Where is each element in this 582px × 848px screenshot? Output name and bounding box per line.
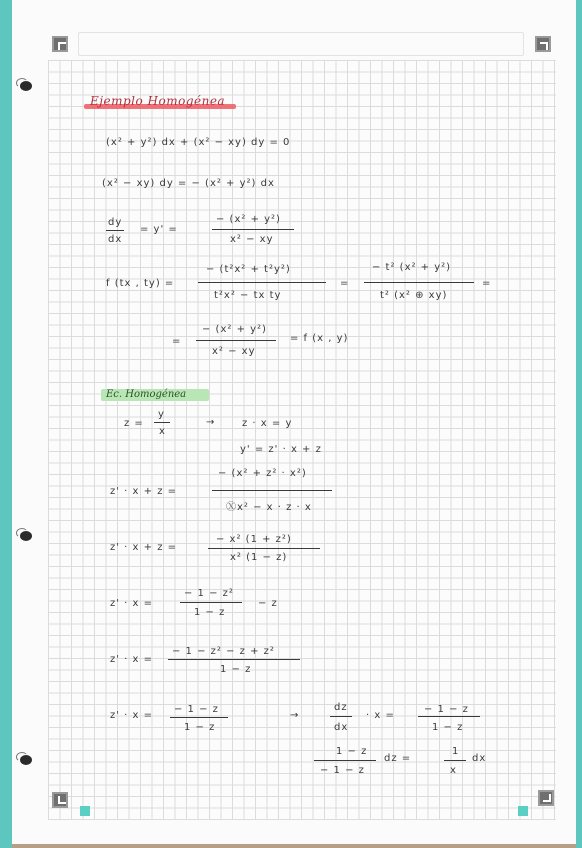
fraction-denominator: − 1 − z	[320, 765, 365, 776]
dx-denominator: dx	[108, 234, 123, 245]
fraction-bar	[444, 760, 466, 761]
fraction-bar	[212, 490, 332, 491]
step-7-lhs: z' · x =	[110, 710, 154, 721]
step-6-lhs: z' · x =	[110, 654, 154, 665]
fraction-numerator: − (x² + y²)	[202, 324, 267, 335]
step-7-mid: · x =	[366, 710, 395, 721]
substitution-rhs: z · x = y	[242, 418, 293, 429]
fraction-bar	[170, 717, 228, 718]
fraction-numerator: − x² (1 + z²)	[216, 534, 292, 545]
fraction-numerator: 1 − z	[336, 746, 368, 757]
fraction-numerator: y	[158, 409, 165, 420]
equals-sign: =	[172, 336, 182, 347]
fraction-bar	[180, 602, 242, 603]
step-5-lhs: z' · x =	[110, 598, 154, 609]
fraction-denominator: t² (x² ⊕ xy)	[380, 290, 448, 301]
fraction-denominator: 1 − z	[220, 664, 252, 675]
grid-paper	[48, 60, 556, 820]
step-3-lhs: z' · x + z =	[110, 486, 177, 497]
corner-marker-top-right-icon	[535, 36, 551, 52]
page-title: Ejemplo Homogénea	[90, 94, 226, 108]
equation-line-5-rhs: = f (x , y)	[290, 333, 349, 344]
fraction-bar	[212, 229, 294, 230]
corner-marker-bottom-left-icon	[52, 792, 68, 808]
binder-hole-icon	[20, 81, 32, 91]
fraction-denominator: 1 − z	[194, 607, 226, 618]
dx-denominator: dx	[334, 722, 349, 733]
step-4-lhs: z' · x + z =	[110, 542, 177, 553]
fraction-denominator: 1 − z	[432, 722, 464, 733]
dz-numerator: dz	[334, 702, 348, 713]
substitution-lhs: z =	[124, 418, 144, 429]
fraction-numerator: 1	[452, 746, 460, 757]
fraction-denominator: x² (1 − z)	[230, 552, 288, 563]
dx-term: dx	[472, 753, 487, 764]
step-5-tail: − z	[258, 598, 278, 609]
derivative-line: y' = z' · x + z	[240, 444, 322, 455]
fraction-denominator: x² − xy	[230, 234, 274, 245]
fraction-bar	[196, 340, 276, 341]
equals-sign: =	[482, 278, 492, 289]
equation-line-1: (x² + y²) dx + (x² − xy) dy = 0	[106, 137, 291, 148]
header-box	[78, 32, 524, 56]
fraction-bar	[330, 716, 352, 717]
fraction-denominator: x	[159, 426, 166, 437]
page-bottom-edge	[12, 844, 576, 848]
fraction-numerator: − 1 − z² − z + z²	[172, 646, 275, 657]
equation-line-2: (x² − xy) dy = − (x² + y²) dx	[102, 178, 275, 189]
fraction-numerator: − (t²x² + t²y²)	[206, 264, 291, 275]
fraction-bar	[364, 282, 474, 283]
fraction-numerator: − 1 − z	[424, 704, 469, 715]
corner-marker-top-left-icon	[52, 36, 68, 52]
fraction-numerator: − (x² + y²)	[216, 214, 281, 225]
teal-square-icon	[80, 806, 90, 816]
fraction-numerator: − t² (x² + y²)	[372, 262, 452, 273]
implies-arrow: →	[290, 710, 300, 721]
fraction-bar	[168, 659, 300, 660]
step-8-mid: dz =	[384, 753, 412, 764]
fraction-numerator: − 1 − z	[174, 704, 219, 715]
fraction-numerator: − (x² + z² · x²)	[218, 468, 307, 479]
fraction-bar	[314, 760, 376, 761]
fraction-denominator: x² − xy	[212, 346, 256, 357]
binder-hole-icon	[20, 531, 32, 541]
fraction-numerator: − 1 − z²	[184, 588, 234, 599]
fraction-bar	[154, 422, 170, 423]
binder-hole-icon	[20, 755, 32, 765]
equation-line-3-mid: = y' =	[140, 224, 178, 235]
teal-square-icon	[518, 806, 528, 816]
section-title: Ec. Homogénea	[106, 389, 187, 400]
fraction-denominator: 1 − z	[184, 722, 216, 733]
fraction-denominator: x	[450, 765, 457, 776]
fraction-bar	[418, 716, 480, 717]
fraction-bar	[208, 548, 320, 549]
equals-sign: =	[340, 278, 350, 289]
fraction-denominator: Ⓧx² − x · z · x	[226, 502, 312, 513]
fraction-bar	[198, 282, 326, 283]
equation-line-4-lhs: f (tx , ty) =	[106, 278, 175, 289]
fraction-bar	[106, 230, 124, 231]
implies-arrow: →	[206, 417, 216, 428]
dy-numerator: dy	[108, 217, 123, 228]
fraction-denominator: t²x² − tx ty	[214, 290, 282, 301]
corner-marker-bottom-right-icon	[538, 790, 554, 806]
